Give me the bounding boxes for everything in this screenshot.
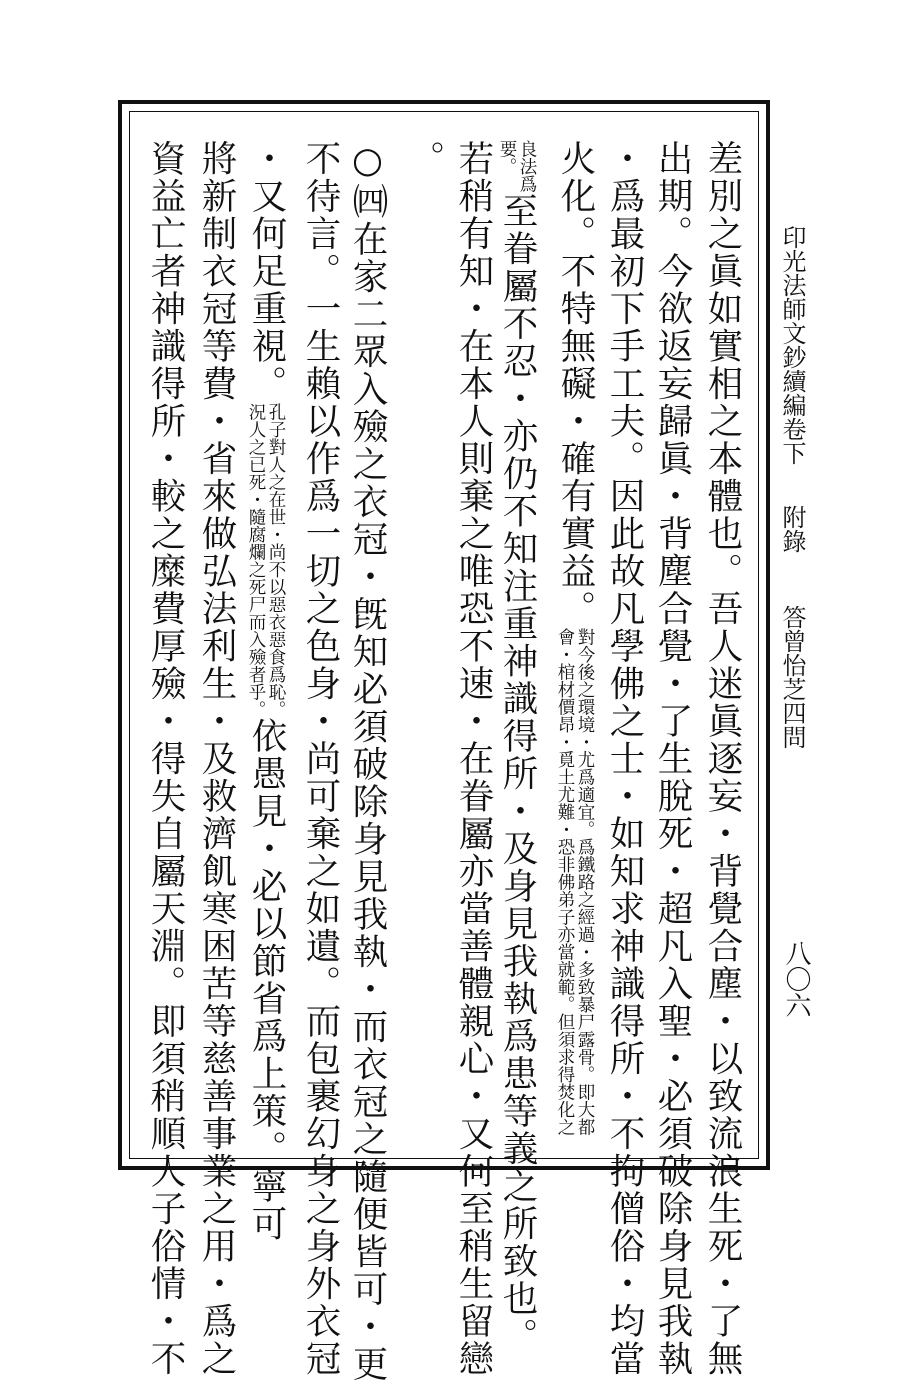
annotation-line-left: 會・棺材價昂・覓土尤難・恐非佛弟子亦當就範。但須求得焚化之	[555, 627, 575, 1135]
column-10-annotation	[246, 403, 286, 718]
text-column-11: 將新制衣冠等費・省來做弘法利生・及救濟飢寒困苦等慈善事業之用・爲之	[196, 140, 237, 1378]
text-column-9: 不待言。一生賴以作爲一切之色身・尚可棄之如遺。而包裹幻身之身外衣冠	[300, 140, 341, 1378]
text-column-8: ○㈣在家二眾入殮之衣冠・旣知必須破除身見我執・而衣冠之隨便皆可・更	[347, 140, 388, 1383]
column-4-main-text: 火化。不特無礙・確有實益。	[555, 140, 596, 628]
running-header-title: 印光法師文鈔續編卷下	[778, 225, 806, 465]
annotation-line-right: 孔子對人之在世・尚不以惡衣惡食爲恥。	[266, 402, 286, 718]
text-column-4	[555, 140, 595, 1135]
annotation-line-right: 良法爲	[517, 140, 537, 193]
column-10-main-text: ・又何足重視。	[246, 140, 287, 403]
annotation-line-left: 要。	[497, 140, 517, 175]
text-column-2: 出期。今欲返妄歸眞・背塵合覺・了生脫死・超凡入聖・必須破除身見我執	[652, 140, 693, 1378]
column-10-main-text-continued: 依愚見・必以節省爲上策。寧可	[246, 717, 287, 1243]
annotation-line-left: 況人之已死・隨腐爛之死尸而入殮者乎。	[246, 402, 266, 718]
running-header-chapter: 答曾怡芝四問	[778, 605, 806, 749]
column-5-annotation	[497, 140, 537, 193]
text-column-10	[246, 140, 286, 1243]
text-column-7: 。	[404, 140, 445, 178]
running-header-section: 附錄	[778, 505, 806, 553]
annotation-line-right: 對今後之環境・尤爲適宜。爲鐵路之經過・多致暴尸露骨。即大都	[575, 627, 595, 1135]
text-column-5	[497, 140, 537, 1355]
text-column-12: 資益亡者神識得所・較之糜費厚殮・得失自屬天淵。即須稍順人子俗情・不	[145, 140, 186, 1378]
text-column-1: 差別之眞如實相之本體也。吾人迷眞逐妄・背覺合塵・以致流浪生死・了無	[702, 140, 743, 1378]
column-4-annotation	[555, 628, 595, 1136]
text-column-3: ・爲最初下手工夫。因此故凡學佛之士・如知求神識得所・不拘僧俗・均當	[604, 140, 645, 1378]
text-column-6: 若稍有知・在本人則棄之唯恐不速・在眷屬亦當善體親心・又何至稍生留戀	[453, 140, 494, 1378]
page-number: 八〇六	[781, 940, 811, 1018]
column-5-main-text: 至眷屬不忍・亦仍不知注重神識得所・及身見我執爲患等義之所致也。	[497, 192, 538, 1355]
